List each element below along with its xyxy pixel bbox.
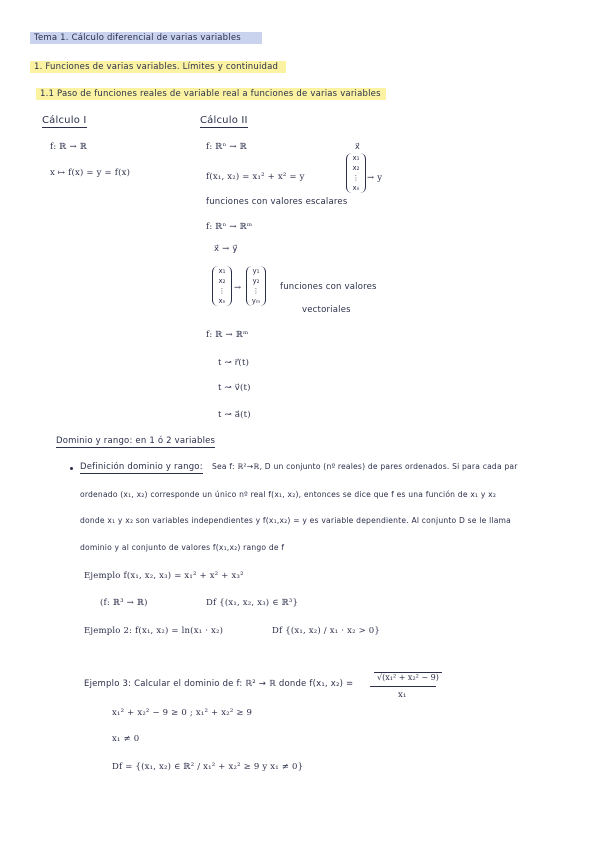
ejemplo3-numerator: √(x₁² + x₂² − 9) <box>374 672 442 682</box>
fraction-line <box>370 686 436 687</box>
calculo2-title: Cálculo II <box>200 115 248 126</box>
def-line-1: ordenado (x₁, x₂) corresponde un único nº real f(x₁, x₂), entonces se dice que f es una función de x₁ y x₂ <box>80 490 497 499</box>
ejemplo3-line3: Df = {(x₁, x₂) ∈ ℝ² / x₁² + x₂² ≥ 9 y x₁ ≠ 0} <box>112 762 304 772</box>
calculo2-line6b: vectoriales <box>302 305 351 315</box>
ejemplo1: Ejemplo f(x₁, x₂, x₃) = x₁² + x² + x₃² <box>84 571 244 581</box>
calculo2-arrow: → y <box>367 173 383 183</box>
calculo2-line10: t ↝ a⃗(t) <box>218 410 251 420</box>
ejemplo1-b: (f: ℝ³ → ℝ) <box>100 598 148 608</box>
vec-entry: x₂ <box>352 164 360 172</box>
calculo1-line2: x ↦ f(x) = y = f(x) <box>50 168 131 178</box>
calculo1-line1: f: ℝ → ℝ <box>50 142 87 152</box>
subsection-title: 1.1 Paso de funciones reales de variable real a funciones de varias variables <box>36 88 386 100</box>
calculo2-line3: funciones con valores escalares <box>206 197 348 207</box>
vec-entry: x₁ <box>352 154 360 162</box>
vec-entry: y₁ <box>252 267 260 275</box>
vec-entry: x₁ <box>218 267 226 275</box>
ejemplo3-line2: x₁ ≠ 0 <box>112 734 140 744</box>
ejemplo1-c: Df {(x₁, x₂, x₃) ∈ ℝ³} <box>206 598 299 608</box>
calculo2-line1: f: ℝⁿ → ℝ <box>206 142 247 152</box>
calculo2-vector-y <box>246 266 266 306</box>
tema-title: Tema 1. Cálculo diferencial de varias variables <box>30 32 262 44</box>
ejemplo3-denominator: x₁ <box>398 690 407 700</box>
def-line-2: donde x₁ y x₂ son variables independientes y f(x₁,x₂) = y es variable dependiente. Al conjunto D se le llama <box>80 516 512 525</box>
def-label: Definición dominio y rango: <box>80 462 203 472</box>
vec-entry: ⋮ <box>252 287 260 295</box>
calculo2-line7: f: ℝ → ℝᵐ <box>206 330 249 340</box>
calculo2-line4: f: ℝⁿ → ℝᵐ <box>206 222 253 232</box>
vec-entry: y₂ <box>252 277 260 285</box>
def-line-3: dominio y al conjunto de valores f(x₁,x₂) rango de f <box>80 543 285 552</box>
calculo2-vec-top: x⃗ <box>355 142 360 151</box>
calculo1-title: Cálculo I <box>42 115 87 126</box>
vec-entry: x₂ <box>218 277 226 285</box>
calculo2-line9: t ↝ v⃗(t) <box>218 383 251 393</box>
calculo2-line8: t ↝ r⃗(t) <box>218 358 250 368</box>
ejemplo3-line1: x₁² + x₂² − 9 ≥ 0 ; x₁² + x₂² ≥ 9 <box>112 708 253 718</box>
vec-entry: ⋮ <box>352 174 360 182</box>
bullet-icon <box>70 467 73 470</box>
calculo2-vector-x <box>346 153 366 193</box>
equals-sign: → <box>234 283 242 293</box>
ejemplo3: Ejemplo 3: Calcular el dominio de f: ℝ² → ℝ donde f(x₁, x₂) = <box>84 679 354 689</box>
vec-entry: yₘ <box>251 297 261 305</box>
vec-entry: xₙ <box>218 297 226 305</box>
calculo2-line5: x⃗ → y⃗ <box>214 244 238 254</box>
calculo2-line6a: funciones con valores <box>280 282 377 292</box>
vec-entry: ⋮ <box>218 287 226 295</box>
calculo2-vector-x2 <box>212 266 232 306</box>
ejemplo2: Ejemplo 2: f(x₁, x₂) = ln(x₁ · x₂) <box>84 626 224 636</box>
def-line-0: Sea f: ℝ²→ℝ, D un conjunto (nº reales) de pares ordenados. Si para cada par <box>212 462 518 471</box>
dominio-title: Dominio y rango: en 1 ó 2 variables <box>56 436 216 446</box>
section-title: 1. Funciones de varias variables. Límites y continuidad <box>30 61 286 73</box>
ejemplo2-b: Df {(x₁, x₂) / x₁ · x₂ > 0} <box>272 626 381 636</box>
vec-entry: xₙ <box>352 184 360 192</box>
calculo2-line2: f(x₁, x₂) = x₁² + x² = y <box>206 172 305 182</box>
